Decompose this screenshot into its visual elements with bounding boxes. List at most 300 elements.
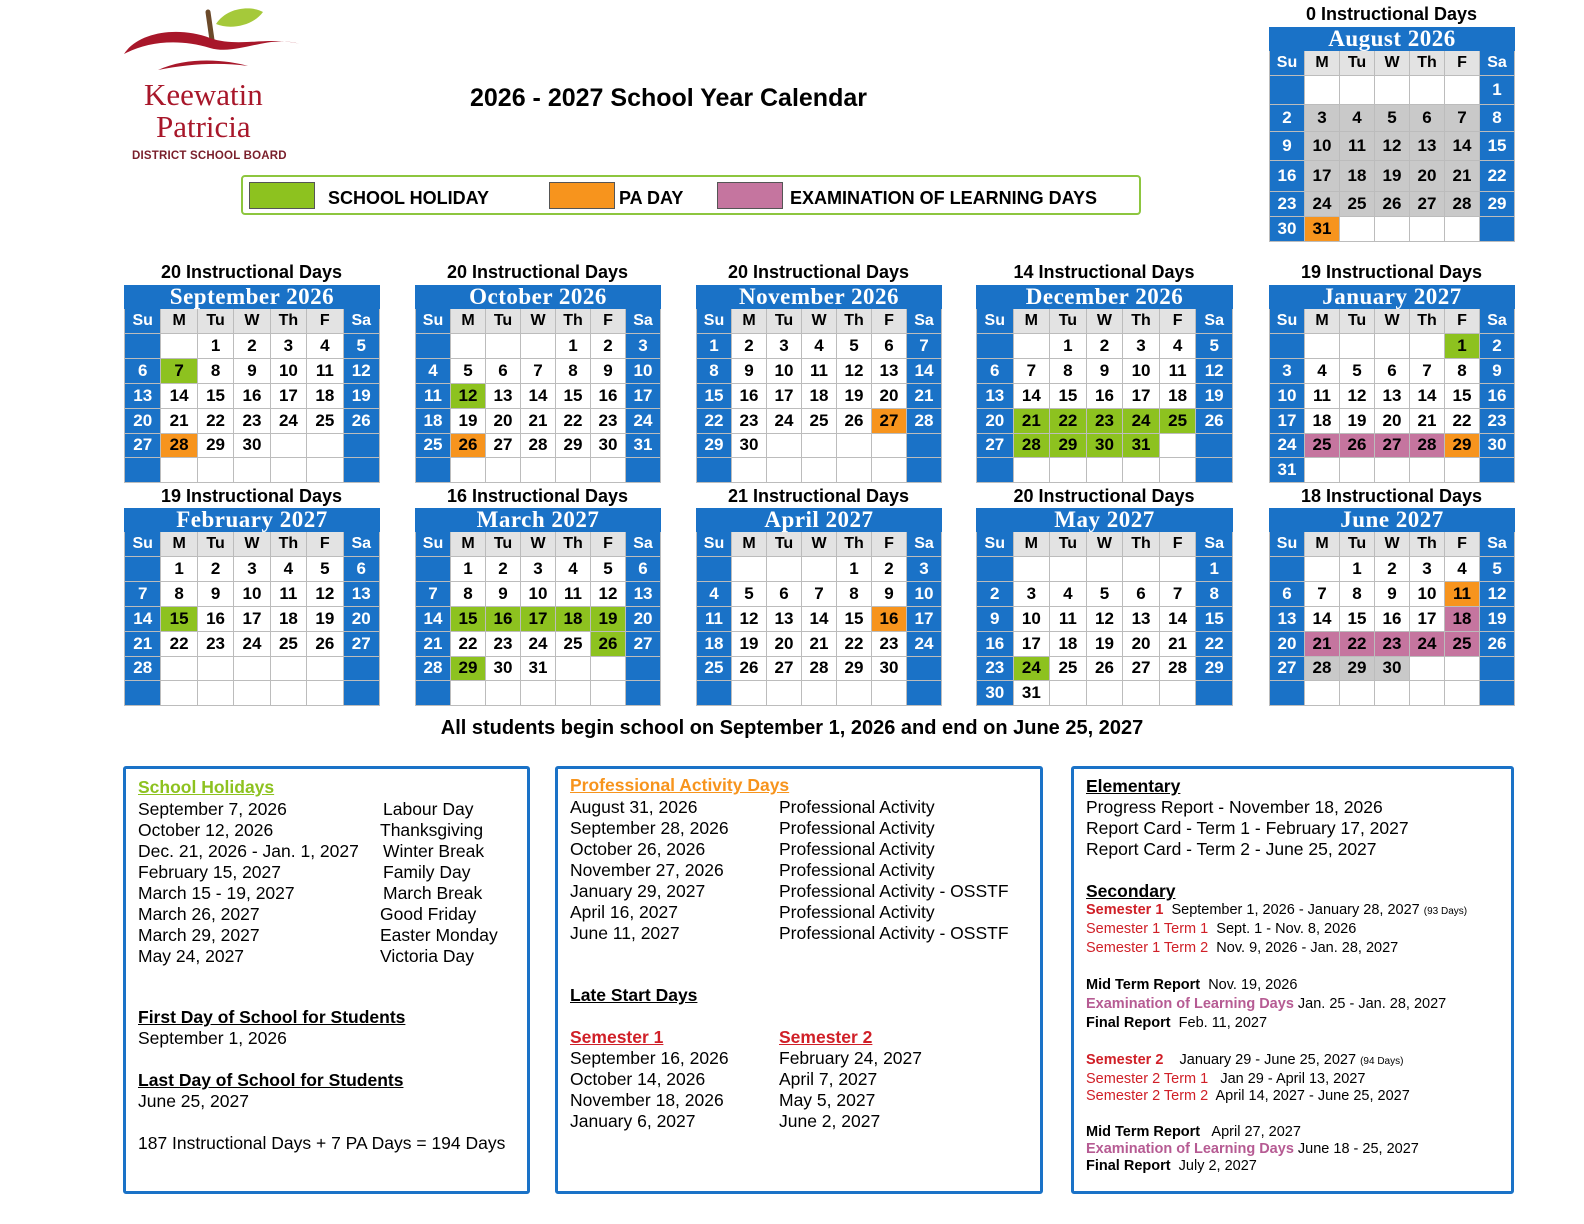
calendar-day: 16: [1480, 383, 1515, 408]
day-header-sa: Sa: [1196, 309, 1233, 334]
calendar-day: 9: [1086, 358, 1123, 383]
late-start-sem2-date: June 2, 2027: [779, 1111, 881, 1131]
sem2-term2-range: April 14, 2027 - June 25, 2027: [1215, 1088, 1410, 1104]
calendar-empty-cell: [977, 334, 1014, 359]
calendar-day: 24: [626, 408, 661, 433]
calendar-day: 29: [1445, 433, 1480, 458]
ex2-range: June 18 - 25, 2027: [1297, 1141, 1419, 1157]
day-header-m: M: [451, 532, 486, 557]
calendar-empty-cell: [270, 681, 306, 706]
ex1-line: [1086, 995, 1446, 1014]
calendar-day: 25: [1445, 631, 1480, 656]
day-header-w: W: [802, 532, 837, 557]
calendar-day: 27: [977, 433, 1014, 458]
calendar-day: 23: [1086, 408, 1123, 433]
calendar-day: 24: [1013, 656, 1050, 681]
calendar-day: 27: [1270, 656, 1305, 681]
day-header-su: Su: [977, 309, 1014, 334]
calendar-empty-cell: [591, 458, 626, 483]
calendar-day: 22: [197, 408, 233, 433]
calendar-day: 6: [1270, 581, 1305, 606]
calendar-day: 1: [837, 557, 872, 582]
calendar-empty-cell: [270, 656, 306, 681]
calendar-day: 22: [1196, 631, 1233, 656]
calendar-day: 20: [1123, 631, 1160, 656]
calendar-empty-cell: [197, 681, 233, 706]
calendar-day: 6: [343, 557, 379, 582]
calendar-empty-cell: [1445, 76, 1480, 105]
calendar-empty-cell: [732, 681, 767, 706]
calendar-day: 10: [626, 358, 661, 383]
day-header-w: W: [521, 532, 556, 557]
sem1-term2-line: [1086, 939, 1398, 958]
calendar-empty-cell: [1375, 458, 1410, 483]
calendar-day: 18: [556, 606, 591, 631]
calendar-day: 24: [1123, 408, 1160, 433]
day-header-f: F: [307, 309, 343, 334]
calendar-day: 4: [802, 334, 837, 359]
fin2-line: [1086, 1157, 1257, 1176]
holiday-name: Winter Break: [383, 841, 485, 861]
calendar-empty-cell: [451, 334, 486, 359]
fin1-line: [1086, 1014, 1267, 1033]
calendar-day: 28: [416, 656, 451, 681]
calendar-empty-cell: [1196, 433, 1233, 458]
calendar-day: 8: [837, 581, 872, 606]
ex2-label: Examination of Learning Days: [1086, 1141, 1294, 1157]
calendar-day: 8: [697, 358, 732, 383]
calendar-day: 5: [1340, 358, 1375, 383]
calendar-day: 10: [767, 358, 802, 383]
calendar-day: 8: [1196, 581, 1233, 606]
calendar-day: 10: [1123, 358, 1160, 383]
march-2027-instructional-days: 16 Instructional Days: [446, 486, 629, 506]
calendar-day: 28: [125, 656, 161, 681]
calendar-day: 19: [451, 408, 486, 433]
day-header-sa: Sa: [343, 532, 379, 557]
day-header-su: Su: [977, 532, 1014, 557]
calendar-day: 28: [161, 433, 197, 458]
calendar-day: 22: [1050, 408, 1087, 433]
calendar-day: 24: [234, 631, 270, 656]
calendar-day: 18: [697, 631, 732, 656]
day-header-th: Th: [1123, 309, 1160, 334]
day-header-sa: Sa: [1480, 532, 1515, 557]
calendar-day: 27: [1375, 433, 1410, 458]
day-header-sa: Sa: [626, 309, 661, 334]
day-header-m: M: [1305, 309, 1340, 334]
calendar-day: 28: [1410, 433, 1445, 458]
calendar-day: 25: [697, 656, 732, 681]
calendar-day: 22: [1340, 631, 1375, 656]
calendar-empty-cell: [1159, 458, 1196, 483]
calendar-day: 7: [1159, 581, 1196, 606]
calendar-day: 1: [161, 557, 197, 582]
calendar-day: 27: [1123, 656, 1160, 681]
calendar-day: 3: [1013, 581, 1050, 606]
calendar-day: 27: [767, 656, 802, 681]
calendar-empty-cell: [626, 681, 661, 706]
calendar-day: 2: [872, 557, 907, 582]
calendar-empty-cell: [343, 681, 379, 706]
calendar-empty-cell: [486, 458, 521, 483]
calendar-day: 3: [1270, 358, 1305, 383]
day-header-su: Su: [1270, 309, 1305, 334]
calendar-empty-cell: [1375, 681, 1410, 706]
calendar-empty-cell: [486, 334, 521, 359]
calendar-day: 1: [1196, 557, 1233, 582]
calendar-day: 5: [591, 557, 626, 582]
pa-description: Professional Activity - OSSTF: [779, 881, 1009, 901]
calendar-empty-cell: [1196, 681, 1233, 706]
calendar-empty-cell: [977, 458, 1014, 483]
calendar-day: 10: [521, 581, 556, 606]
calendar-day: 19: [307, 606, 343, 631]
calendar-day: 8: [1050, 358, 1087, 383]
calendar-day: 9: [1480, 358, 1515, 383]
pa-date: June 11, 2027: [570, 923, 680, 943]
calendar-day: 12: [1086, 606, 1123, 631]
pa-date: April 16, 2027: [570, 902, 678, 922]
holiday-name: Victoria Day: [380, 946, 475, 966]
calendar-day: 12: [1480, 581, 1515, 606]
calendar-day: 12: [837, 358, 872, 383]
calendar-day: 8: [1445, 358, 1480, 383]
calendar-empty-cell: [767, 557, 802, 582]
day-header-w: W: [234, 309, 270, 334]
calendar-day: 29: [197, 433, 233, 458]
day-header-sa: Sa: [343, 309, 379, 334]
calendar-day: 18: [1305, 408, 1340, 433]
reports-box: [1071, 766, 1514, 1194]
calendar-day: 28: [1159, 656, 1196, 681]
calendar-day: 21: [1013, 408, 1050, 433]
calendar-day: 29: [697, 433, 732, 458]
calendar-empty-cell: [307, 656, 343, 681]
calendar-day: 1: [451, 557, 486, 582]
calendar-day: 2: [197, 557, 233, 582]
calendar-day: 27: [872, 408, 907, 433]
calendar-day: 23: [977, 656, 1014, 681]
calendar-empty-cell: [767, 433, 802, 458]
calendar-day: 21: [802, 631, 837, 656]
calendar-empty-cell: [802, 681, 837, 706]
late-start-sem2-date: May 5, 2027: [779, 1090, 876, 1110]
pa-date: August 31, 2026: [570, 797, 698, 817]
calendar-day: 21: [1305, 631, 1340, 656]
calendar-day: 30: [1270, 217, 1305, 242]
calendar-day: 2: [977, 581, 1014, 606]
calendar-day: 19: [1480, 606, 1515, 631]
february-2027-instructional-days: 19 Instructional Days: [160, 486, 343, 506]
calendar-day: 21: [907, 383, 942, 408]
calendar-day: 2: [1086, 334, 1123, 359]
total-days: 187 Instructional Days + 7 PA Days = 194 Days: [138, 1133, 506, 1153]
calendar-day: 18: [1340, 161, 1375, 192]
calendar-day: 23: [591, 408, 626, 433]
calendar-day: 22: [161, 631, 197, 656]
calendar-empty-cell: [451, 681, 486, 706]
day-header-th: Th: [837, 532, 872, 557]
calendar-day: 17: [234, 606, 270, 631]
day-header-w: W: [1375, 51, 1410, 76]
calendar-day: 13: [872, 358, 907, 383]
calendar-day: 6: [977, 358, 1014, 383]
calendar-day: 11: [1340, 132, 1375, 161]
calendar-day: 11: [556, 581, 591, 606]
day-header-tu: Tu: [767, 532, 802, 557]
first-day-date: September 1, 2026: [138, 1028, 287, 1048]
begin-end-note: All students begin school on September 1, 2026 and end on June 25, 2027: [440, 717, 1144, 739]
day-header-f: F: [591, 309, 626, 334]
calendar-day: 27: [626, 631, 661, 656]
calendar-day: 9: [486, 581, 521, 606]
calendar-day: 25: [416, 433, 451, 458]
calendar-day: 5: [837, 334, 872, 359]
calendar-day: 15: [197, 383, 233, 408]
calendar-day: 7: [1305, 581, 1340, 606]
late-start-sem1-date: November 18, 2026: [570, 1090, 724, 1110]
legend: [241, 175, 1141, 215]
calendar-day: 28: [1305, 656, 1340, 681]
calendar-day: 10: [270, 358, 306, 383]
calendar-day: 14: [125, 606, 161, 631]
calendar-day: 29: [1480, 192, 1515, 217]
calendar-day: 19: [1340, 408, 1375, 433]
calendar-day: 20: [872, 383, 907, 408]
pa-date: September 28, 2026: [570, 818, 729, 838]
day-header-tu: Tu: [1050, 532, 1087, 557]
pa-description: Professional Activity - OSSTF: [779, 923, 1009, 943]
calendar-day: 15: [1340, 606, 1375, 631]
calendar-day: 4: [556, 557, 591, 582]
calendar-empty-cell: [626, 458, 661, 483]
calendar-day: 10: [907, 581, 942, 606]
day-header-f: F: [591, 532, 626, 557]
pa-description: Professional Activity: [779, 818, 935, 838]
calendar-day: 3: [521, 557, 556, 582]
calendar-day: 2: [234, 334, 270, 359]
calendar-empty-cell: [697, 458, 732, 483]
logo-line-2: Patricia: [156, 109, 251, 144]
calendar-empty-cell: [1410, 656, 1445, 681]
calendar-empty-cell: [697, 557, 732, 582]
mid2-line: [1086, 1123, 1301, 1142]
calendar-day: 16: [1270, 161, 1305, 192]
elementary-heading: Elementary: [1086, 776, 1181, 796]
day-header-th: Th: [837, 309, 872, 334]
calendar-day: 12: [451, 383, 486, 408]
calendar-day: 9: [234, 358, 270, 383]
day-header-tu: Tu: [197, 532, 233, 557]
calendar-empty-cell: [907, 433, 942, 458]
march-2027-calendar: [415, 508, 661, 706]
calendar-day: 19: [343, 383, 379, 408]
calendar-day: 26: [1340, 433, 1375, 458]
sem2-term1-line: [1086, 1070, 1365, 1089]
september-2026-calendar: [124, 285, 380, 483]
calendar-day: 16: [732, 383, 767, 408]
holiday-date: May 24, 2027: [138, 946, 245, 966]
calendar-day: 2: [486, 557, 521, 582]
calendar-day: 26: [837, 408, 872, 433]
calendar-day: 9: [591, 358, 626, 383]
calendar-day: 15: [1050, 383, 1087, 408]
elem-line-1: Progress Report - November 18, 2026: [1086, 797, 1383, 817]
calendar-day: 13: [343, 581, 379, 606]
late-start-sem1-date: October 14, 2026: [570, 1069, 706, 1089]
calendar-day: 11: [802, 358, 837, 383]
day-header-m: M: [161, 309, 197, 334]
calendar-day: 12: [1375, 132, 1410, 161]
calendar-day: 1: [1050, 334, 1087, 359]
calendar-empty-cell: [1050, 458, 1087, 483]
calendar-day: 21: [1410, 408, 1445, 433]
sem2-term1-range: Jan 29 - April 13, 2027: [1220, 1071, 1366, 1087]
calendar-day: 4: [270, 557, 306, 582]
calendar-day: 26: [451, 433, 486, 458]
calendar-day: 14: [1013, 383, 1050, 408]
calendar-day: 19: [837, 383, 872, 408]
calendar-day: 4: [1340, 105, 1375, 132]
calendar-day: 21: [1159, 631, 1196, 656]
day-header-su: Su: [416, 309, 451, 334]
calendar-empty-cell: [1340, 458, 1375, 483]
legend-exam-label: EXAMINATION OF LEARNING DAYS: [790, 188, 1098, 208]
calendar-day: 14: [416, 606, 451, 631]
calendar-empty-cell: [1159, 681, 1196, 706]
calendar-day: 31: [1270, 458, 1305, 483]
sem2-term2-line: [1086, 1087, 1410, 1106]
sem1-days: (93 Days): [1423, 906, 1468, 917]
day-header-w: W: [1375, 532, 1410, 557]
calendar-day: 12: [1340, 383, 1375, 408]
calendar-day: 1: [697, 334, 732, 359]
calendar-day: 4: [307, 334, 343, 359]
calendar-empty-cell: [161, 681, 197, 706]
legend-pa-swatch: [549, 182, 615, 209]
sem2-days: (94 Days): [1360, 1056, 1404, 1067]
holiday-name: Easter Monday: [380, 925, 498, 945]
calendar-day: 24: [767, 408, 802, 433]
calendar-empty-cell: [1270, 334, 1305, 359]
calendar-day: 2: [1270, 105, 1305, 132]
late-sem2-heading: Semester 2: [779, 1027, 873, 1047]
sem2-label: Semester 2: [1086, 1052, 1164, 1068]
august-2026-calendar: [1269, 27, 1515, 242]
calendar-day: 26: [307, 631, 343, 656]
calendar-day: 5: [732, 581, 767, 606]
calendar-empty-cell: [1086, 557, 1123, 582]
calendar-day: 26: [1086, 656, 1123, 681]
day-header-th: Th: [1410, 51, 1445, 76]
calendar-empty-cell: [1086, 681, 1123, 706]
calendar-day: 16: [591, 383, 626, 408]
calendar-day: 17: [1013, 631, 1050, 656]
calendar-empty-cell: [1410, 217, 1445, 242]
calendar-empty-cell: [197, 656, 233, 681]
calendar-day: 13: [767, 606, 802, 631]
day-header-su: Su: [697, 309, 732, 334]
fin1-label: Final Report: [1086, 1015, 1171, 1031]
legend-holiday-label: SCHOOL HOLIDAY: [328, 188, 490, 208]
calendar-day: 24: [907, 631, 942, 656]
calendar-day: 31: [626, 433, 661, 458]
calendar-day: 4: [1445, 557, 1480, 582]
calendar-day: 7: [802, 581, 837, 606]
pa-date: October 26, 2026: [570, 839, 706, 859]
sem1-term1-label: Semester 1 Term 1: [1086, 921, 1209, 937]
calendar-day: 4: [1159, 334, 1196, 359]
june-2027-instructional-days: 18 Instructional Days: [1300, 486, 1483, 506]
calendar-empty-cell: [802, 557, 837, 582]
calendar-empty-cell: [907, 681, 942, 706]
holiday-date: September 7, 2026: [138, 799, 287, 819]
day-header-m: M: [1013, 532, 1050, 557]
calendar-empty-cell: [1480, 656, 1515, 681]
calendar-day: 28: [802, 656, 837, 681]
calendar-day: 10: [1410, 581, 1445, 606]
holiday-date: March 29, 2027: [138, 925, 260, 945]
logo-line-3: DISTRICT SCHOOL BOARD: [132, 150, 287, 162]
calendar-empty-cell: [977, 557, 1014, 582]
late-start-sem2-date: April 7, 2027: [779, 1069, 878, 1089]
sem1-label: Semester 1: [1086, 902, 1164, 918]
calendar-day: 30: [872, 656, 907, 681]
calendar-empty-cell: [521, 458, 556, 483]
calendar-day: 3: [907, 557, 942, 582]
calendar-day: 11: [1050, 606, 1087, 631]
calendar-day: 24: [521, 631, 556, 656]
calendar-day: 29: [451, 656, 486, 681]
calendar-empty-cell: [1305, 334, 1340, 359]
january-2027-calendar: [1269, 285, 1515, 483]
day-header-su: Su: [125, 309, 161, 334]
calendar-day: 25: [556, 631, 591, 656]
calendar-day: 31: [1013, 681, 1050, 706]
calendar-empty-cell: [1196, 458, 1233, 483]
calendar-day: 25: [307, 408, 343, 433]
calendar-empty-cell: [1123, 681, 1160, 706]
calendar-empty-cell: [343, 656, 379, 681]
holiday-date: October 12, 2026: [138, 820, 274, 840]
pa-description: Professional Activity: [779, 860, 935, 880]
calendar-day: 17: [521, 606, 556, 631]
calendar-day: 19: [1086, 631, 1123, 656]
calendar-day: 3: [1410, 557, 1445, 582]
calendar-day: 5: [307, 557, 343, 582]
page-title: 2026 - 2027 School Year Calendar: [470, 84, 867, 112]
calendar-empty-cell: [872, 458, 907, 483]
december-2026-month-header: December 2026: [977, 286, 1233, 309]
calendar-day: 29: [556, 433, 591, 458]
pa-date: January 29, 2027: [570, 881, 706, 901]
calendar-day: 23: [1375, 631, 1410, 656]
calendar-day: 11: [697, 606, 732, 631]
calendar-empty-cell: [1086, 458, 1123, 483]
pa-heading: Professional Activity Days: [570, 775, 790, 795]
calendar-day: 13: [486, 383, 521, 408]
day-header-th: Th: [270, 532, 306, 557]
day-header-w: W: [1086, 532, 1123, 557]
calendar-day: 16: [1375, 606, 1410, 631]
calendar-day: 7: [1410, 358, 1445, 383]
calendar-empty-cell: [1305, 681, 1340, 706]
calendar-day: 31: [1123, 433, 1160, 458]
first-day-heading: First Day of School for Students: [138, 1007, 406, 1027]
calendar-empty-cell: [416, 334, 451, 359]
calendar-day: 1: [1480, 76, 1515, 105]
